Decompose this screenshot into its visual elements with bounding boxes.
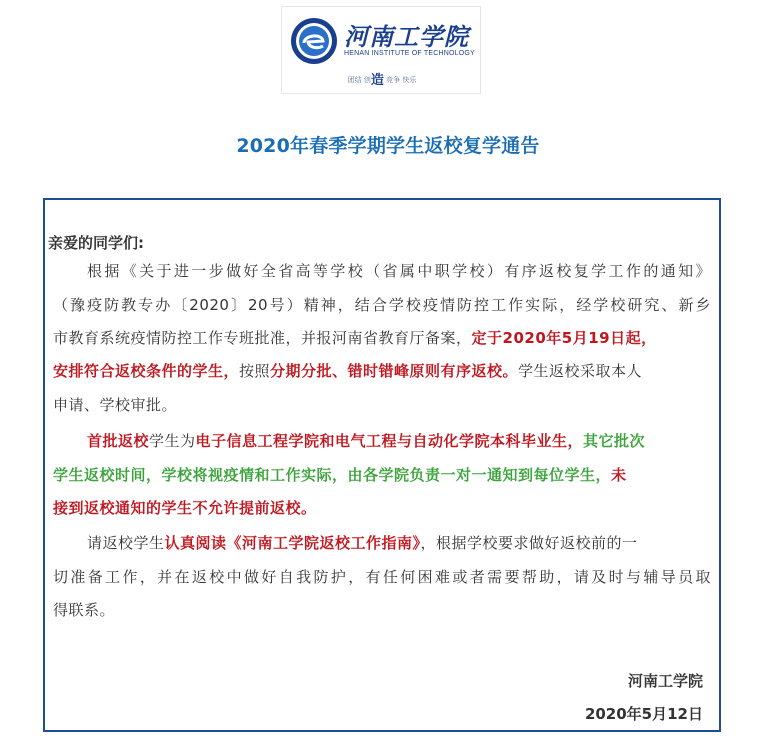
batch-principle-highlight: 分期分批、错时错峰原则有序返校。 — [270, 362, 519, 380]
paragraph-3-line-1: 请返校学生认真阅读《河南工学院返校工作指南》，根据学校要求做好返校前的一 — [87, 534, 638, 552]
paragraph-1-line-1: 根据《关于进一步做好全省高等学校（省属中职学校）有序返校复学工作的通知》 — [87, 262, 711, 280]
greeting: 亲爱的同学们: — [48, 234, 144, 252]
school-logo — [281, 6, 481, 94]
notice-date: 2020年5月12日 — [584, 705, 703, 723]
logo-slogan: 团结 创造 竞争 快乐 — [347, 73, 417, 88]
paragraph-1-line-2: （豫疫防教专办〔2020〕20号）精神，结合学校疫情防控工作实际，经学校研究、新乡 — [53, 296, 711, 314]
paragraph-1-line-3: 市教育系统疫情防控工作专班批准，并报河南省教育厅备案，定于2020年5月19日起， — [53, 329, 657, 347]
paragraph-2-line-1: 首批返校学生为电子信息工程学院和电气工程与自动化学院本科毕业生，其它批次 — [87, 432, 646, 450]
start-date-highlight: 定于2020年5月19日起， — [471, 329, 657, 347]
school-emblem-icon — [290, 17, 338, 65]
logo-english-name: HENAN INSTITUTE OF TECHNOLOGY — [344, 50, 475, 57]
paragraph-3-line-3: 得联系。 — [53, 601, 116, 619]
paragraph-3-line-2: 切准备工作，并在返校中做好自我防护，有任何困难或者需要帮助，请及时与辅导员取 — [53, 568, 711, 586]
first-batch-highlight: 电子信息工程学院和电气工程与自动化学院本科毕业生， — [195, 432, 584, 450]
paragraph-2-line-2: 学生返校时间，学校将视疫情和工作实际，由各学院负责一对一通知到每位学生，未 — [53, 466, 627, 484]
logo-school-name: 河南工学院 — [344, 22, 469, 51]
signature: 河南工学院 — [627, 672, 703, 690]
other-batches-highlight: 学生返校时间，学校将视疫情和工作实际，由各学院负责一对一通知到每位学生， — [53, 466, 612, 484]
guide-highlight: 认真阅读《河南工学院返校工作指南》 — [164, 534, 421, 552]
page-title: 2020年春季学期学生返校复学通告 — [236, 135, 540, 157]
paragraph-2-line-3: 接到返校通知的学生不允许提前返校。 — [53, 499, 317, 517]
paragraph-1-line-5: 申请、学校审批。 — [53, 396, 178, 414]
notice-frame — [43, 198, 721, 732]
paragraph-1-line-4: 安排符合返校条件的学生，按照分期分批、错时错峰原则有序返校。学生返校采取本人 — [53, 362, 643, 380]
